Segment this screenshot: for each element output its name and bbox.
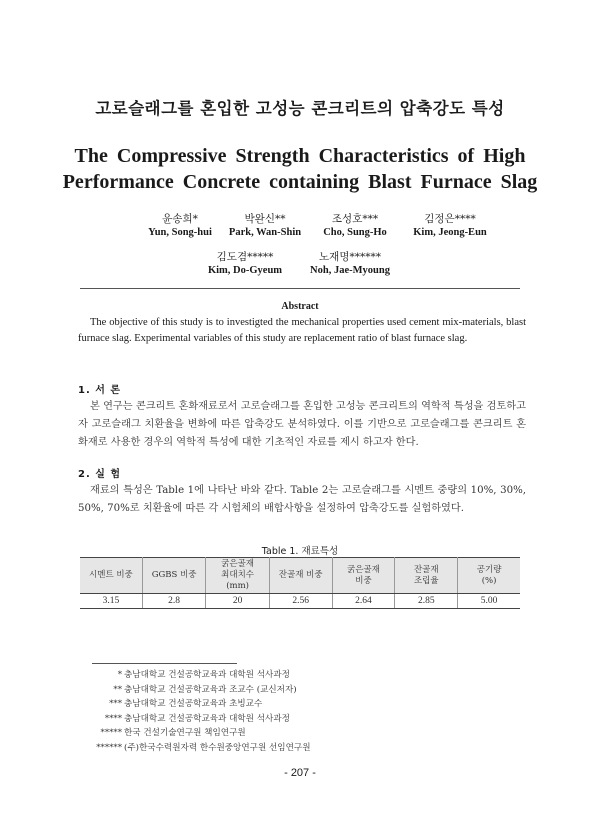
abstract-text: The objective of this study is to investigted the mechanical properties used cement mix-materials, blast furnace slag. Experimental variables of this study are replacement ratio of blast furnace slag. bbox=[78, 317, 526, 344]
abstract-heading: Abstract bbox=[281, 301, 319, 312]
author-name-korean: 박완신** bbox=[244, 213, 286, 225]
table-header-cell: 공기량 (%) bbox=[458, 558, 520, 594]
footnote bbox=[60, 668, 480, 683]
table-header-cell: GGBS 비중 bbox=[142, 558, 206, 594]
table-cell: 20 bbox=[206, 594, 269, 609]
table-cell: 2.64 bbox=[332, 594, 395, 609]
author-name-english: Yun, Song-hui bbox=[148, 227, 212, 238]
table-header-cell: 잔골재 비중 bbox=[269, 558, 332, 594]
footnotes bbox=[60, 668, 480, 755]
author-name-korean: 조성호*** bbox=[331, 213, 379, 225]
footnote bbox=[60, 697, 480, 712]
author-block bbox=[285, 250, 415, 278]
footnote-mark: * bbox=[117, 670, 122, 680]
footnote bbox=[60, 741, 480, 756]
footnote bbox=[60, 683, 480, 698]
section-heading-experiment: 2. 실 험 bbox=[78, 469, 122, 480]
table-cell: 3.15 bbox=[80, 594, 142, 609]
table-header-cell: 굵은골재 비중 bbox=[332, 558, 395, 594]
footnote-mark: ****** bbox=[96, 742, 122, 753]
title-korean: 고로슬래그를 혼입한 고성능 콘크리트의 압축강도 특성 bbox=[95, 99, 505, 118]
header-divider bbox=[80, 288, 520, 289]
author-name-korean: 윤송희* bbox=[162, 213, 198, 225]
table-cell: 2.8 bbox=[142, 594, 206, 609]
section-text-experiment: 재료의 특성은 Table 1에 나타난 바와 같다. Table 2는 고로슬래그를 시멘트 중량의 10%, 30%, 50%, 70%로 치환율에 따른 각 시험체의 배합사항을 설정하여 압축강도를 실험하였다. bbox=[78, 485, 526, 514]
footnote bbox=[60, 726, 480, 741]
table-cell: 5.00 bbox=[458, 594, 520, 609]
table-header-cell: 잔골재 조립율 bbox=[395, 558, 458, 594]
table-cell: 2.56 bbox=[269, 594, 332, 609]
author-name-english: Kim, Do-Gyeum bbox=[207, 265, 283, 276]
footnote-divider bbox=[92, 663, 237, 664]
table-header-row bbox=[80, 558, 520, 594]
title-english-line-2: Performance Concrete containing Blast Furnace Slag bbox=[62, 171, 538, 193]
footnote-text: 충남대학교 건설공학교육과 대학원 석사과정 bbox=[124, 713, 290, 724]
author-block bbox=[385, 212, 515, 240]
author-name-english: Park, Wan-Shin bbox=[228, 227, 302, 238]
author-name-english: Noh, Jae-Myoung bbox=[310, 265, 390, 276]
table-header-cell: 굵은골재 최대치수 (mm) bbox=[206, 558, 269, 594]
title-english-line-1: The Compressive Strength Characteristics of High bbox=[74, 145, 526, 167]
author-name-korean: 김도겸***** bbox=[216, 251, 274, 263]
section-text-introduction: 본 연구는 콘크리트 혼화재료로서 고로슬래그를 혼입한 고성능 콘크리트의 역학적 특성을 검토하고자 고로슬래그 치환율을 변화에 따른 압축강도 분석하였다. 이를 기반으로 고로슬래그를 콘크리트 혼화재로 사용한 경우의 역학적 특성에 대한 기초적인 자료를 제시 하고자 한다. bbox=[78, 401, 526, 448]
page-number: - 207 - bbox=[284, 767, 316, 779]
table-cell: 2.85 bbox=[395, 594, 458, 609]
footnote-text: 한국 건설기술연구원 책임연구원 bbox=[124, 728, 246, 738]
section-heading-introduction: 1. 서 론 bbox=[78, 385, 122, 396]
footnote-text: 충남대학교 건설공학교육과 초빙교수 bbox=[124, 699, 263, 709]
footnote-text: 충남대학교 건설공학교육과 대학원 석사과정 bbox=[124, 670, 290, 680]
footnote bbox=[60, 712, 480, 727]
footnote-text: 충남대학교 건설공학교육과 조교수 (교신저자) bbox=[124, 684, 297, 695]
table-caption: Table 1. 재료특성 bbox=[261, 546, 339, 557]
author-row-2 bbox=[0, 250, 600, 280]
material-properties-table bbox=[80, 557, 520, 609]
author-name-korean: 김정은**** bbox=[424, 213, 476, 225]
footnote-mark: **** bbox=[104, 713, 122, 724]
footnote-text: (주)한국수력원자력 한수원중앙연구원 선임연구원 bbox=[124, 742, 311, 753]
author-row-1 bbox=[0, 212, 600, 242]
author-name-korean: 노재명****** bbox=[319, 251, 381, 263]
footnote-mark: ** bbox=[113, 684, 122, 695]
table-row bbox=[80, 594, 520, 609]
author-name-english: Cho, Sung-Ho bbox=[323, 227, 387, 238]
author-name-english: Kim, Jeong-Eun bbox=[413, 227, 487, 238]
title-english bbox=[40, 143, 560, 195]
footnote-mark: *** bbox=[109, 699, 122, 709]
table-header-cell: 시멘트 비중 bbox=[80, 558, 142, 594]
footnote-mark: ***** bbox=[100, 728, 122, 738]
